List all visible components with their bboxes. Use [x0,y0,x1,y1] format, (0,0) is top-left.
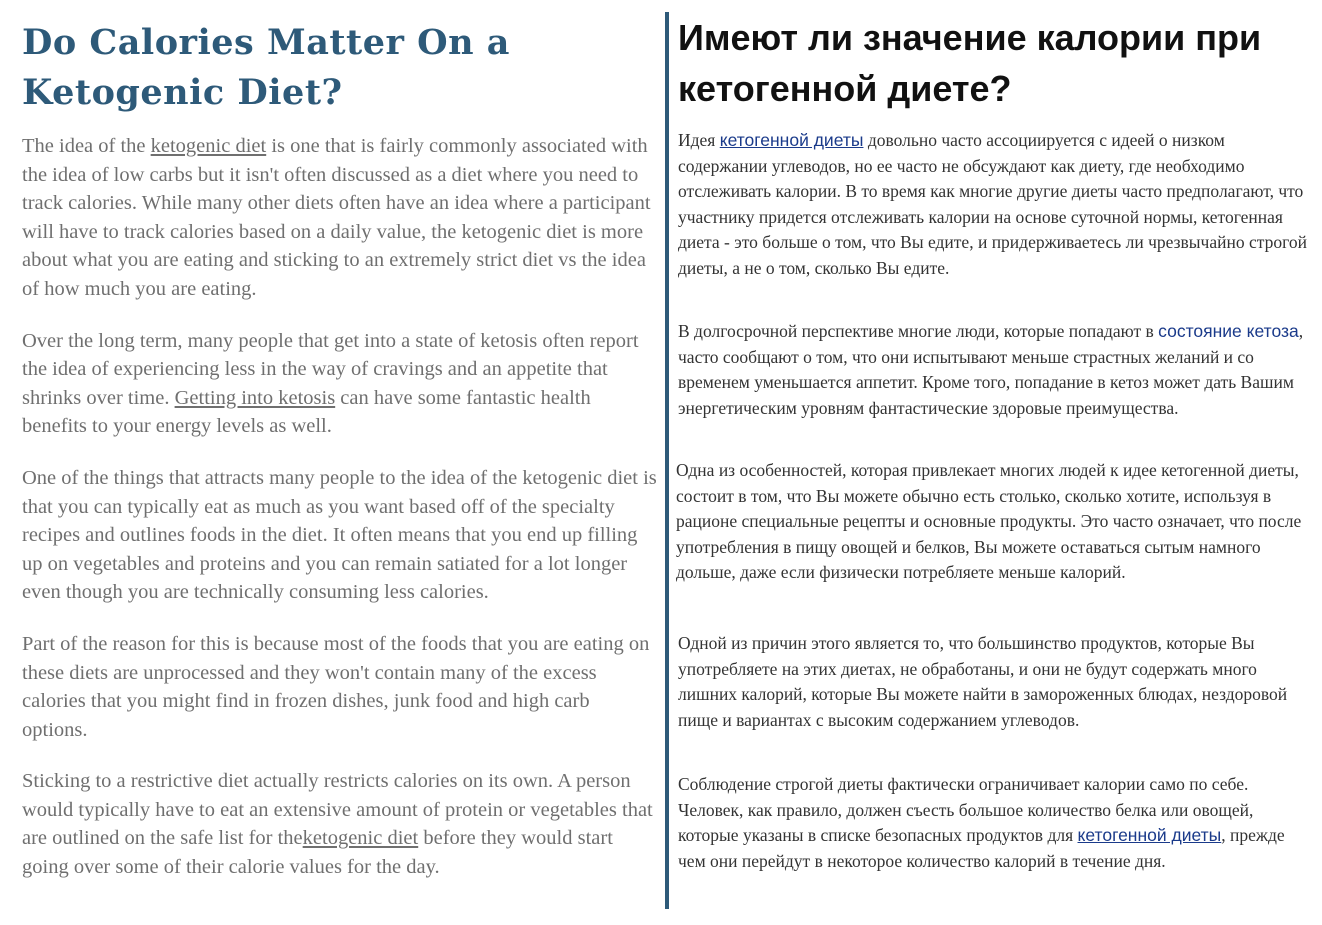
text-segment: can have some fantastic health benefits to your energy levels as well. [22,386,591,438]
ketogenic-diet-link-ru-2[interactable]: кетогенной диеты [1077,825,1222,845]
text-segment: , прежде чем они перейдут в некоторое количество калорий в течение дня. [678,825,1285,871]
english-paragraph-2 [22,327,658,441]
ketosis-state-link-ru[interactable]: состояние кетоза [1158,321,1299,341]
russian-paragraph-4: Одной из причин этого является то, что большинство продуктов, которые Вы употребляете на этих диетах, не обработаны, и они не будут содержать много лишних калорий, которые Вы можете найти в замороженных блюдах, нездоровой пище и вариантах с высоким содержанием углеводов. [678,633,1288,730]
text-segment: Соблюдение строгой диеты фактически ограничивает калории само по себе. Человек, как правило, должен съесть большое количество белка или овощей, которые указаны в списке безопасных продуктов для [678,774,1254,845]
russian-column [676,12,1314,871]
text-segment: , часто сообщают о том, что они испытывают меньше страстных желаний и со временем уменьшается аппетит. Кроме того, попадание в кетоз может дать Вашим энергетическим уровням фантастические здоровые преимущества. [678,321,1304,418]
english-paragraph-5 [22,767,658,881]
text-segment: В долгосрочной перспективе многие люди, которые попадают в [678,321,1159,341]
text-segment: довольно часто ассоциируется с идеей о низком содержании углеводов, но ее часто не обсуждают как диету, где необходимо отслеживать калории. В то время как многие другие диеты часто предполагают, что участнику придется отслеживать калории на основе суточной нормы, кетогенная диета - это больше о том, что Вы едите, и придерживаетесь ли чрезвычайно строгой диеты, а не о том, сколько Вы едите. [678,130,1307,278]
text-segment: Over the long term, many people that get into a state of ketosis often report the idea of experiencing less in the way of cravings and an appetite that shrinks over time. [22,329,639,409]
english-column [22,18,658,905]
russian-paragraph-3: Одна из особенностей, которая привлекает многих людей к идее кетогенной диеты, состоит в том, что Вы можете обычно есть столько, сколько хотите, используя в рационе специальные рецепты и основные продукты. Это часто означает, что после употребления в пищу овощей и белков, Вы можете оставаться сытым намного дольше, даже если физически потребляете меньше калорий. [676,460,1302,582]
text-segment: The idea of the [22,135,151,157]
column-divider [665,12,669,909]
ketogenic-diet-link-2[interactable]: ketogenic diet [302,827,419,850]
english-paragraph-1 [22,132,658,304]
text-segment: before they would start going over some of their calorie values for the day. [22,827,613,879]
russian-paragraph-5 [678,772,1314,874]
russian-paragraph-2 [678,319,1314,421]
text-segment: is one that is fairly commonly associated with the idea of low carbs but it isn't often discussed as a diet where you need to track calories. While many other diets often have an idea where a participant will have to track calories based on a daily value, the ketogenic diet is more about what you are eating and sticking to an extremely strict diet vs the idea of how much you are eating. [22,135,651,300]
english-paragraph-3: One of the things that attracts many people to the idea of the ketogenic diet is that you can typically eat as much as you want based off of the specialty recipes and outlines foods in the diet. It often means that you end up filling up on vegetables and proteins and you can remain satiated for a lot longer even though you are technically consuming less calories. [22,466,657,604]
russian-paragraph-1 [678,128,1314,281]
russian-title: Имеют ли значение калории при кетогенной диете? [678,17,1262,109]
ketogenic-diet-link-ru[interactable]: кетогенной диеты [719,130,864,150]
getting-into-ketosis-link[interactable]: Getting into ketosis [174,386,336,409]
text-segment: Sticking to a restrictive diet actually restricts calories on its own. A person would typically have to eat an extensive amount of protein or vegetables that are outlined on the safe list for the [22,770,653,850]
ketogenic-diet-link[interactable]: ketogenic diet [150,135,267,157]
english-title: Do Calories Matter On a Ketogenic Diet? [22,22,510,113]
english-paragraph-4: Part of the reason for this is because most of the foods that you are eating on these diets are unprocessed and they won't contain many of the excess calories that you might find in frozen dishes, junk food and high carb options. [22,632,650,741]
text-segment: Идея [678,130,720,150]
